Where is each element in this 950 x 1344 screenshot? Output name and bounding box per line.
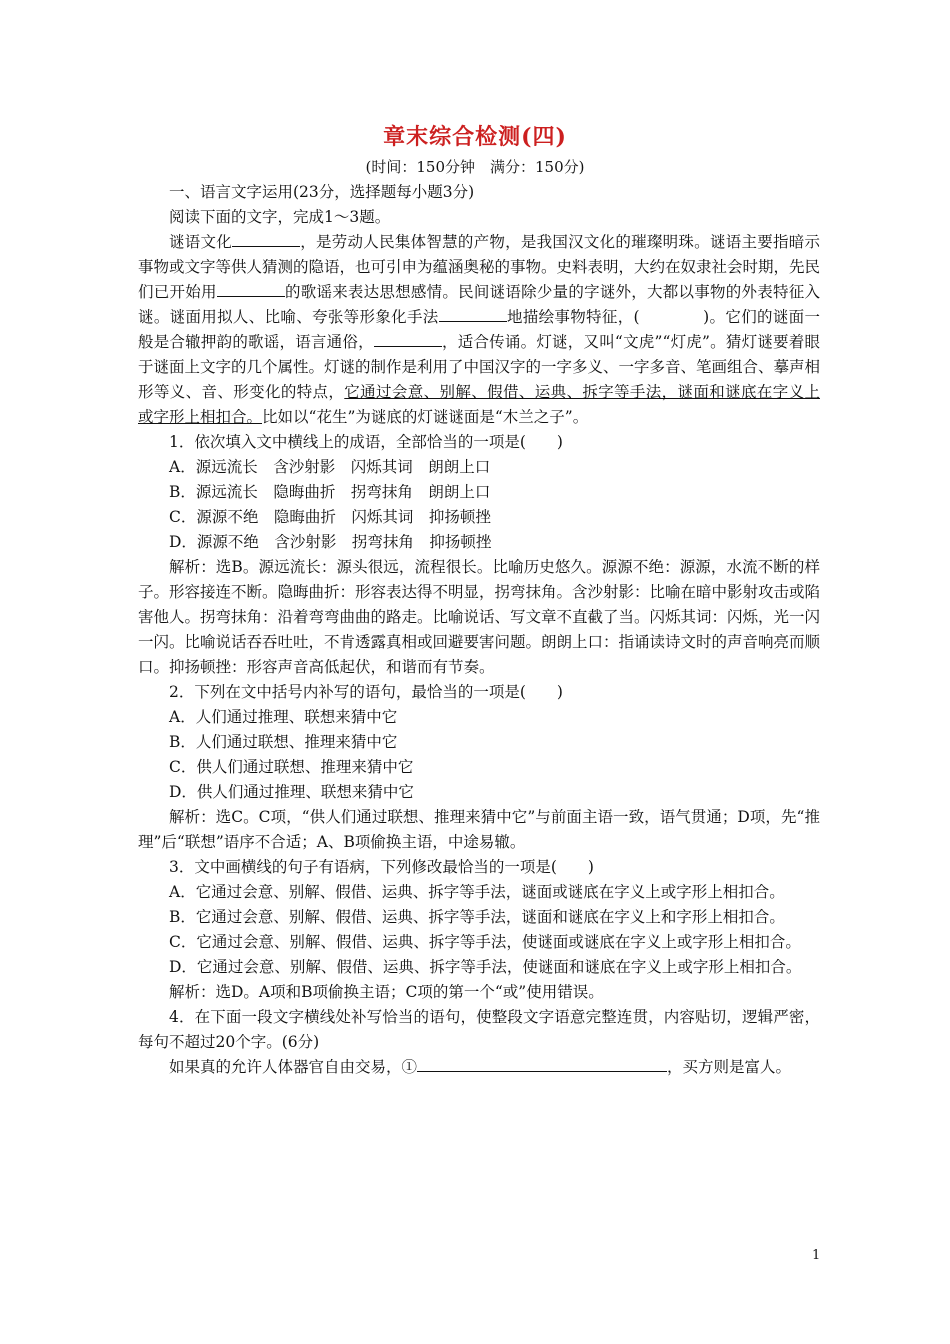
- answer-blank: [232, 231, 300, 247]
- exam-info: (时间：150分钟 满分：150分): [365, 158, 585, 176]
- question-3-analysis: 解析：选D。A项和B项偷换主语；C项的第一个“或”使用错误。: [169, 983, 604, 1001]
- question-2-stem: 2．下列在文中括号内补写的语句，最恰当的一项是( ): [169, 683, 563, 701]
- passage-text: 谜语文化: [169, 233, 233, 251]
- question-1-option-a: A．源远流长 含沙射影 闪烁其词 朗朗上口: [169, 458, 491, 476]
- question-3-option-c: C．它通过会意、别解、假借、运典、拆字等手法，使谜面或谜底在字义上或字形上相扣合。: [169, 933, 801, 951]
- underlined-sentence: 它通过会意、别解、假借、运典、拆字等手法，谜面和谜底在字义上或字形上相扣合。: [138, 383, 820, 426]
- question-2-option-a: A．人们通过推理、联想来猜中它: [169, 708, 398, 726]
- question-1-analysis: 解析：选B。源远流长：源头很远，流程很长。比喻历史悠久。源源不绝：源源，水流不断的样子。形容接连不断。隐晦曲折：形容表达得不明显，拐弯抹角。含沙射影：比喻在暗中影射攻击或陷害他人。拐弯抹角：沿着弯弯曲曲的路走。比喻说话、写文章不直截了当。闪烁其词：闪烁，光一闪一闪。比喻说话吞吞吐吐，不肯透露真相或回避要害问题。朗朗上口：指诵读诗文时的声音响亮而顺口。抑扬顿挫：形容声音高低起伏，和谐而有节奏。: [138, 558, 821, 676]
- passage-text: ，是劳动人民集体智慧的产物，是我国汉文化的璀璨明珠。谜语主要指暗示事物或文字等供人猜测的隐语，也可引申为蕴涵奥秘的事物。史料表明，大约在奴隶社会时期，先民们已开始用: [138, 233, 821, 301]
- answer-blank-1[interactable]: [417, 1056, 667, 1072]
- answer-blank: [217, 281, 285, 297]
- question-1-stem: 1．依次填入文中横线上的成语，全部恰当的一项是( ): [169, 433, 563, 451]
- question-1-option-d: D．源源不绝 含沙射影 拐弯抹角 抑扬顿挫: [169, 533, 492, 551]
- question-1-option-c: C．源源不绝 隐晦曲折 闪烁其词 抑扬顿挫: [169, 508, 491, 526]
- page-number: 1: [812, 1248, 821, 1263]
- section-heading: 一、语言文字运用(23分，选择题每小题3分): [169, 183, 475, 201]
- question-4-text-a: 如果真的允许人体器官自由交易，①: [169, 1058, 418, 1076]
- question-2-analysis: 解析：选C。C项，“供人们通过联想、推理来猜中它”与前面主语一致，语气贯通；D项，先“推理”后“联想”语序不合适；A、B项偷换主语，中途易辙。: [138, 808, 820, 851]
- passage-text: 比如以“花生”为谜底的灯谜谜面是“木兰之子”。: [262, 408, 589, 426]
- question-4-text-b: ，买方则是富人。: [667, 1058, 792, 1076]
- question-2-option-b: B．人们通过联想、推理来猜中它: [169, 733, 398, 751]
- reading-instruction: 阅读下面的文字，完成1～3题。: [169, 208, 391, 226]
- question-3-option-d: D．它通过会意、别解、假借、运典、拆字等手法，使谜面和谜底在字义上或字形上相扣合。: [169, 958, 802, 976]
- passage-text: 地描绘事物特征，( )。它们的谜面一般是合辙押韵的歌谣，语言通俗，: [138, 308, 820, 351]
- passage-text: 的歌谣来表达思想感情。民间谜语除少量的字谜外，大都以事物的外表特征入谜。谜面用拟人、比喻、夸张等形象化手法: [138, 283, 820, 326]
- answer-blank: [439, 306, 507, 322]
- question-2-option-c: C．供人们通过联想、推理来猜中它: [169, 758, 414, 776]
- question-4-stem: 4．在下面一段文字横线处补写恰当的语句，使整段文字语意完整连贯，内容贴切，逻辑严密，每句不超过20个字。(6分): [138, 1008, 820, 1051]
- document-body: [138, 180, 820, 1080]
- passage-text: ，适合传诵。灯谜，又叫“文虎”“灯虎”。猜灯谜要着眼于谜面上文字的几个属性。灯谜的制作是利用了中国汉字的一字多义、一字多音、笔画组合、摹声相形等义、音、形变化的特点，: [138, 333, 821, 401]
- answer-blank: [374, 331, 442, 347]
- question-3-stem: 3．文中画横线的句子有语病，下列修改最恰当的一项是( ): [169, 858, 594, 876]
- reading-passage: [138, 230, 820, 430]
- question-3-option-a: A．它通过会意、别解、假借、运典、拆字等手法，谜面或谜底在字义上或字形上相扣合。: [169, 883, 785, 901]
- question-2-option-d: D．供人们通过推理、联想来猜中它: [169, 783, 414, 801]
- page-title: 章末综合检测(四): [383, 124, 567, 150]
- question-3-option-b: B．它通过会意、别解、假借、运典、拆字等手法，谜面和谜底在字义上和字形上相扣合。: [169, 908, 785, 926]
- question-4-text: [138, 1055, 820, 1080]
- question-1-option-b: B．源远流长 隐晦曲折 拐弯抹角 朗朗上口: [169, 483, 491, 501]
